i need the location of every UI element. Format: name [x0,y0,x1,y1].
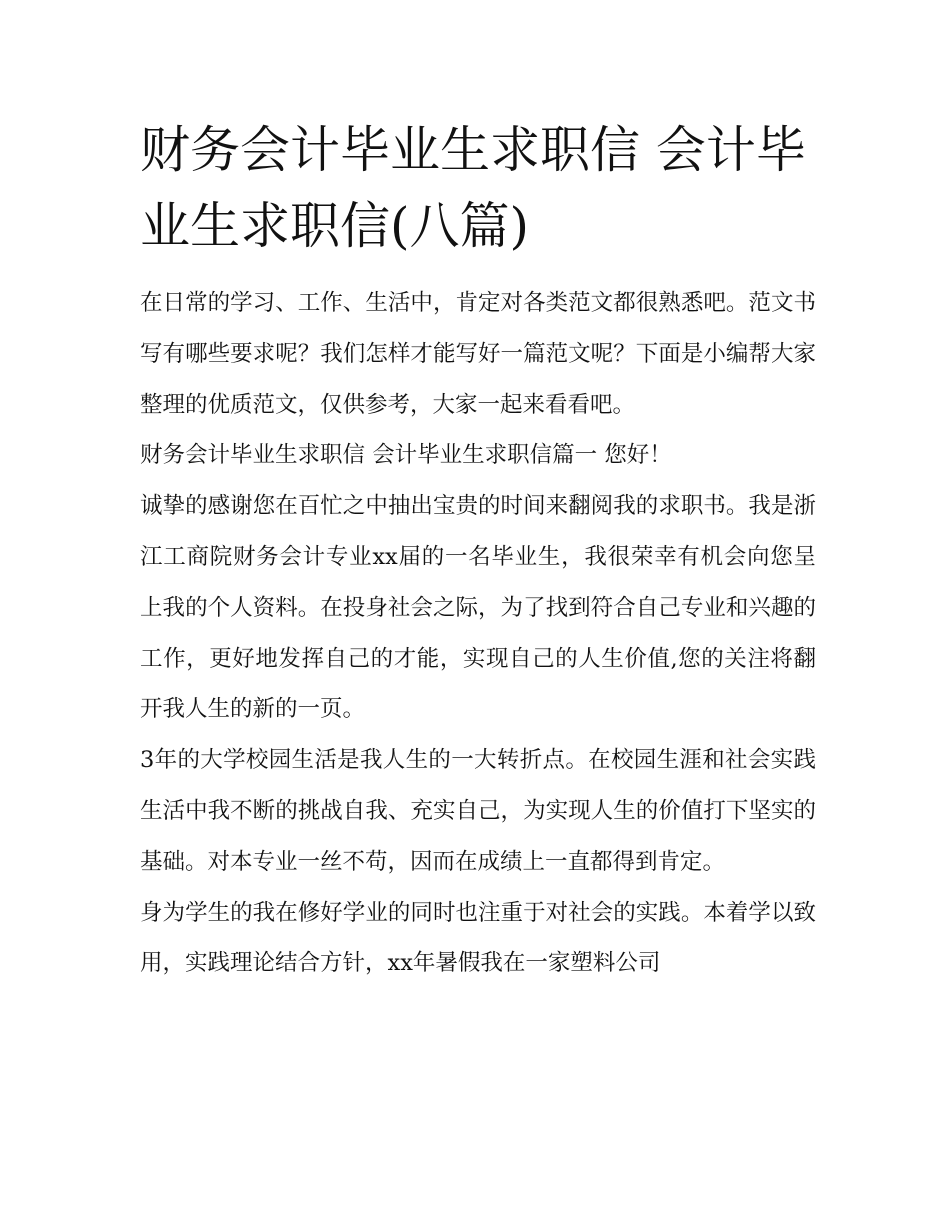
document-title: 财务会计毕业生求职信 会计毕业生求职信(八篇) [140,121,806,255]
paragraph-practice: 身为学生的我在修好学业的同时也注重于对社会的实践。本着学以致用，实践理论结合方针，xx年暑假我在一家塑料公司 [140,899,816,977]
paragraph-intro: 在日常的学习、工作、生活中，肯定对各类范文都很熟悉吧。范文书写有哪些要求呢？我们怎样才能写好一篇范文呢？下面是小编帮大家整理的优质范文，仅供参考，大家一起来看看吧。 [140,290,816,418]
paragraph-introduction: 诚挚的感谢您在百忙之中抽出宝贵的时间来翻阅我的求职书。我是浙江工商院财务会计专业xx届的一名毕业生，我很荣幸有机会向您呈上我的个人资料。在投身社会之际，为了找到符合自己专业和兴趣的工作，更好地发挥自己的才能，实现自己的人生价值,您的关注将翻开我人生的新的一页。 [140,493,816,723]
paragraph-letter-heading: 财务会计毕业生求职信 会计毕业生求职信篇一 您好！ [140,442,672,469]
document-page [140,112,816,989]
paragraph-college-life: 3年的大学校园生活是我人生的一大转折点。在校园生涯和社会实践生活中我不断的挑战自我、充实自己，为实现人生的价值打下坚实的基础。对本专业一丝不苟，因而在成绩上一直都得到肯定。 [140,747,816,875]
